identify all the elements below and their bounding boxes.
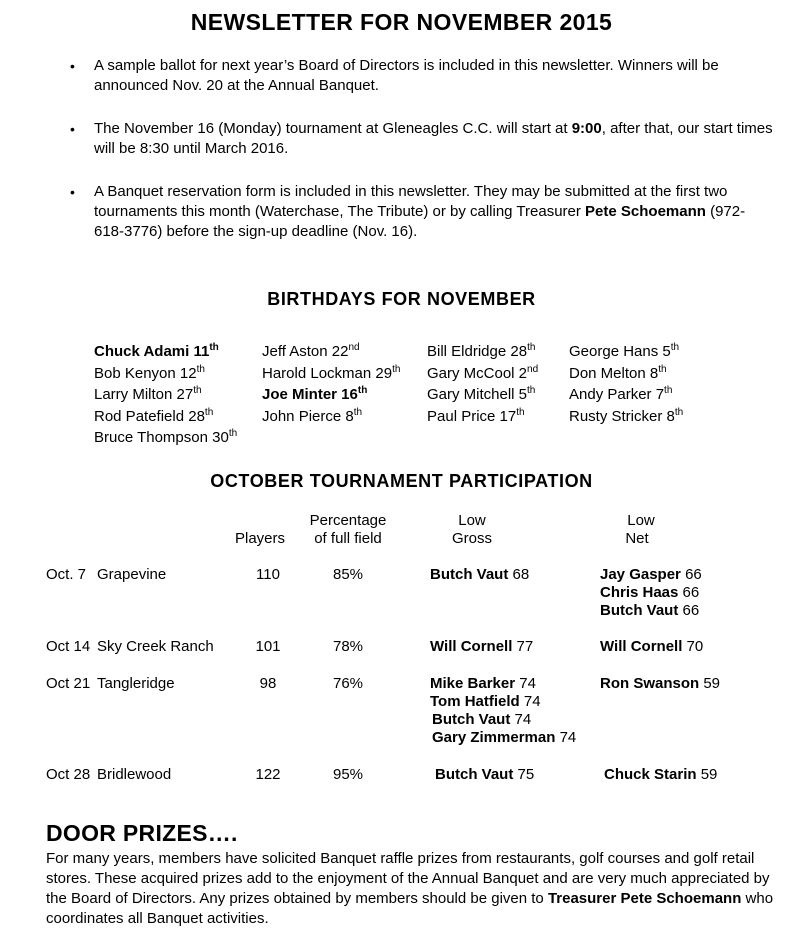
birthday-ordinal: th <box>209 342 219 353</box>
birthday-ordinal: th <box>204 406 214 418</box>
low-net-entry <box>604 766 717 784</box>
low-net-entry <box>600 566 702 584</box>
tournament-heading: OCTOBER TOURNAMENT PARTICIPATION <box>210 471 593 491</box>
birthday-entry <box>94 364 205 384</box>
low-gross-entry <box>430 638 533 656</box>
low-gross-name: Tom Hatfield <box>430 693 520 710</box>
low-net-score: 59 <box>703 675 721 692</box>
birthday-ordinal: th <box>527 342 536 353</box>
header-percentage: Percentage <box>309 512 387 529</box>
door-prizes-body: For many years, members have solicited Banquet raffle prizes from restaurants, golf courses and golf retail stores. These acquired prizes add to the enjoyment of the Annual Banquet and are very much appreciated by the Board of Directors. Any prizes obtained by members should be given to <box>46 850 770 907</box>
birthday-entry <box>262 407 362 427</box>
birthday-entry <box>262 364 400 384</box>
birthday-entry <box>427 385 535 405</box>
bullet-text: A Banquet reservation form is included in this newsletter. They may be submitted at the first two tournaments this month (Waterchase, The Tribute) or by calling Treasurer <box>94 183 728 220</box>
low-net-name: Will Cornell <box>600 638 683 655</box>
birthday-entry <box>427 342 535 362</box>
low-net-entry <box>600 584 699 602</box>
low-net-score: 66 <box>685 566 702 583</box>
birthday-ordinal: th <box>658 363 667 375</box>
bullet-bold-time: 9:00 <box>571 120 602 137</box>
door-prizes-contact: Treasurer Pete Schoemann <box>547 890 742 907</box>
low-gross-entry <box>432 729 576 747</box>
low-gross-name: Butch Vaut <box>430 566 509 583</box>
birthday-entry <box>94 407 213 427</box>
birthday-entry <box>94 385 202 405</box>
low-gross-entry <box>430 675 536 693</box>
low-gross-score: 75 <box>517 766 535 783</box>
row-players: 110 <box>256 566 280 583</box>
birthday-name: Bob Kenyon 12 <box>94 364 197 382</box>
door-prizes-body: who coordinates all Banquet activities. <box>46 890 774 927</box>
door-prizes-heading: DOOR PRIZES…. <box>46 820 238 846</box>
header-net: Net <box>625 530 649 547</box>
birthday-name: Andy Parker 7 <box>569 386 665 403</box>
birthday-entry <box>262 342 360 362</box>
birthday-ordinal: nd <box>527 363 539 375</box>
low-net-entry <box>600 675 720 693</box>
birthday-entry <box>94 342 219 362</box>
row-course: Tangleridge <box>97 675 175 692</box>
birthday-ordinal: th <box>516 406 525 418</box>
birthday-ordinal: th <box>670 342 680 353</box>
birthday-name: Don Melton 8 <box>569 364 659 382</box>
birthday-ordinal: th <box>664 385 673 396</box>
bullet-bold-name: Pete Schoemann <box>585 203 706 220</box>
low-net-score: 66 <box>682 584 700 601</box>
low-net-entry <box>600 638 703 656</box>
row-course: Bridlewood <box>97 766 172 783</box>
birthday-ordinal: th <box>392 363 401 375</box>
bullet-banquet-form <box>94 182 774 242</box>
birthday-entry <box>569 342 679 362</box>
low-gross-entry <box>430 693 541 711</box>
birthday-ordinal: th <box>193 385 202 396</box>
birthday-ordinal: th <box>228 428 238 439</box>
low-net-name: Chris Haas <box>600 584 679 601</box>
low-gross-score: 77 <box>516 638 534 655</box>
birthday-name: John Pierce 8 <box>262 407 354 425</box>
bullet-text: The November 16 (Monday) tournament at Gleneagles C.C. will start at <box>94 120 572 137</box>
row-percentage: 85% <box>332 566 364 583</box>
row-percentage: 78% <box>332 638 364 655</box>
birthday-ordinal: nd <box>348 342 360 353</box>
birthday-name: Joe Minter 16 <box>262 386 358 403</box>
low-gross-score: 74 <box>559 729 577 746</box>
birthday-entry <box>427 407 525 427</box>
birthday-name: Larry Milton 27 <box>94 386 194 403</box>
birthday-ordinal: th <box>196 363 205 375</box>
header-full-field: of full field <box>314 530 382 547</box>
low-gross-score: 74 <box>514 711 532 728</box>
birthday-entry <box>569 364 667 384</box>
low-gross-name: Butch Vaut <box>435 766 514 783</box>
bullet-ballot <box>94 56 774 96</box>
birthday-entry <box>569 407 683 427</box>
low-gross-score: 74 <box>519 675 536 692</box>
birthday-ordinal: th <box>674 406 684 418</box>
row-course: Sky Creek Ranch <box>97 638 214 655</box>
low-net-score: 59 <box>700 766 718 783</box>
low-gross-entry <box>430 566 529 584</box>
birthday-name: Gary Mitchell 5 <box>427 386 528 403</box>
bullet-text: (972-618-3776) before the sign-up deadline (Nov. 16). <box>94 203 746 240</box>
row-players: 98 <box>259 675 277 692</box>
low-net-name: Butch Vaut <box>600 602 679 619</box>
low-net-name: Ron Swanson <box>600 675 700 692</box>
row-players: 122 <box>255 766 281 783</box>
birthday-ordinal: th <box>357 385 368 396</box>
low-net-entry <box>600 602 699 620</box>
birthday-ordinal: th <box>527 385 536 396</box>
birthday-name: Harold Lockman 29 <box>262 364 393 382</box>
low-net-score: 70 <box>686 638 704 655</box>
birthday-name: Bill Eldridge 28 <box>427 343 528 360</box>
row-date: Oct 28 <box>46 766 91 783</box>
row-date: Oct 21 <box>46 675 91 692</box>
low-gross-entry <box>432 711 531 729</box>
birthdays-heading: BIRTHDAYS FOR NOVEMBER <box>267 289 536 309</box>
birthday-name: Gary McCool 2 <box>427 364 528 382</box>
birthday-ordinal: th <box>353 406 363 418</box>
newsletter-title: NEWSLETTER FOR NOVEMBER 2015 <box>190 9 613 35</box>
birthday-entry <box>569 385 672 405</box>
low-gross-score: 68 <box>512 566 530 583</box>
low-net-score: 66 <box>682 602 700 619</box>
low-gross-name: Will Cornell <box>430 638 513 655</box>
header-gross: Gross <box>451 530 492 547</box>
bullet-tournament-time <box>94 119 774 159</box>
row-percentage: 95% <box>332 766 364 783</box>
birthday-name: Paul Price 17 <box>427 407 517 425</box>
birthday-name: Rusty Stricker 8 <box>569 407 675 425</box>
birthday-entry <box>427 364 538 384</box>
row-course: Grapevine <box>97 566 167 583</box>
row-date: Oct. 7 <box>46 566 87 583</box>
row-date: Oct 14 <box>46 638 91 655</box>
door-prizes-text <box>46 849 776 929</box>
birthday-name: George Hans 5 <box>569 343 671 360</box>
header-low: Low <box>627 512 655 529</box>
bullet-ballot-text: A sample ballot for next year’s Board of Directors is included in this newsletter. Winners will be announced Nov. 20 at the Annual Banquet. <box>94 57 719 94</box>
low-gross-entry <box>435 766 534 784</box>
low-gross-name: Butch Vaut <box>432 711 511 728</box>
low-gross-name: Gary Zimmerman <box>432 729 556 746</box>
bullet-text: , after that, our start times will be 8:30 until March 2016. <box>94 120 773 157</box>
header-players: Players <box>234 530 286 547</box>
birthday-entry <box>262 385 367 405</box>
birthday-name: Chuck Adami 11 <box>94 343 210 360</box>
birthday-entry <box>94 428 237 448</box>
birthday-name: Rod Patefield 28 <box>94 407 205 425</box>
birthday-name: Bruce Thompson 30 <box>94 429 229 446</box>
low-net-name: Chuck Starin <box>604 766 697 783</box>
birthday-name: Jeff Aston 22 <box>262 343 349 360</box>
row-players: 101 <box>255 638 281 655</box>
low-gross-score: 74 <box>523 693 541 710</box>
row-percentage: 76% <box>332 675 364 692</box>
header-low: Low <box>458 512 486 529</box>
low-net-name: Jay Gasper <box>600 566 681 583</box>
low-gross-name: Mike Barker <box>430 675 516 692</box>
